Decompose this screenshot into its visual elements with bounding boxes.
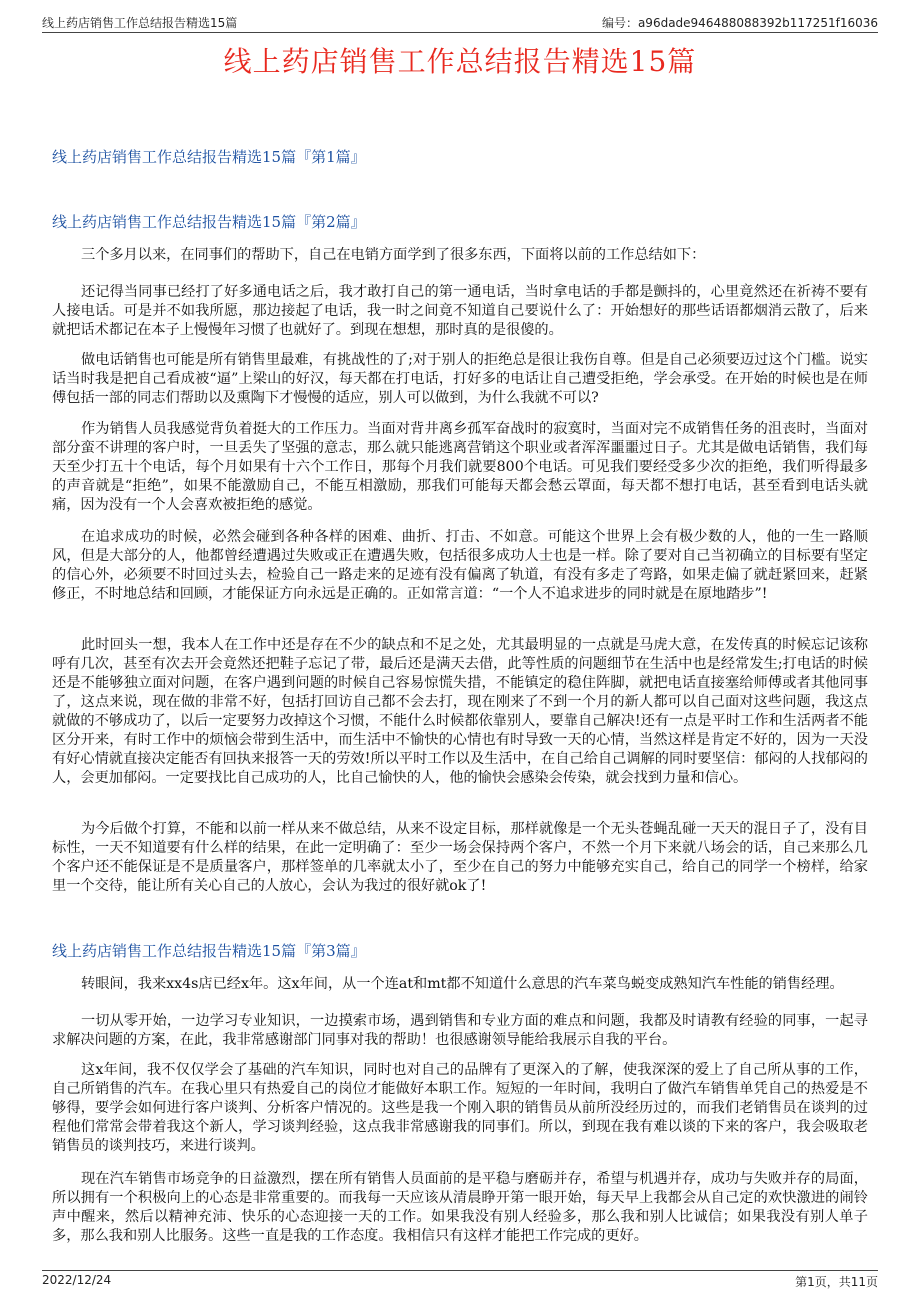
paragraph: 一切从零开始，一边学习专业知识，一边摸索市场，遇到销售和专业方面的难点和问题，我都及时请教有经验的同事，一起寻求解决问题的方案，在此，我非常感谢部门同事对我的帮助！也很感谢领导能给我展示自我的平台。: [52, 1013, 868, 1048]
paragraph: 为今后做个打算，不能和以前一样从来不做总结，从来不设定目标，那样就像是一个无头苍蝇乱碰一天天的混日子了，没有目标性，一天不知道要有什么样的结果，在此一定明确了：至少一场会保持两个客户，不然一个月下来就八场会的话，自己来那么几个客户还不能保证是不是质量客户，那样签单的几率就太小了，至少在自己的努力中能够充实自己，给自己的同学一个榜样，给家里一个交待，能让所有关心自己的人放心，会认为我过的很好就ok了!: [52, 821, 868, 894]
header-doc-title: 线上药店销售工作总结报告精选15篇: [42, 16, 238, 30]
page-footer: [42, 1270, 878, 1289]
footer-date: 2022/12/24: [42, 1273, 112, 1287]
paragraph: 此时回头一想，我本人在工作中还是存在不少的缺点和不足之处，尤其最明显的一点就是马虎大意，在发传真的时候忘记该称呼有几次，甚至有次去开会竟然还把鞋子忘记了带，最后还是满天去借，此等性质的问题细节在生活中也是经常发生;打电话的时候还是不能够独立面对问题，在客户遇到问题的时候自己容易惊慌失措，不能镇定的稳住阵脚，就把电话直接塞给师傅或者其他同事了，这点来说，现在做的非常不好，包括打回访自己都不会去打，现在刚来了不到一个月的新人都可以自己面对这些问题，我这点就做的不够成功了，以后一定要努力改掉这个习惯，不能什么时候都依靠别人，要靠自己解决!还有一点是平时工作和生活两者不能区分开来，有时工作中的烦恼会带到生活中，而生活中不愉快的心情也有时导致一天的心情，当然这样是肯定不好的，因为一天没有好心情就直接决定能否有回执来报答一天的劳效!所以平时工作以及生活中，在自己给自己调解的同时要坚信：郁闷的人找郁闷的人，会更加郁闷。一定要找比自己成功的人，比自己愉快的人，他的愉快会感染会传染，就会找到力量和信心。: [52, 637, 868, 786]
paragraph: 在追求成功的时候，必然会碰到各种各样的困难、曲折、打击、不如意。可能这个世界上会有极少数的人，他的一生一路顺风，但是大部分的人，他都曾经遭遇过失败或正在遭遇失败，包括很多成功人士也是一样。除了要对自己当初确立的目标要有坚定的信心外，必须要不时回过头去，检验自己一路走来的足迹有没有偏离了轨道，有没有多走了弯路，如果走偏了就赶紧回来，赶紧修正，不时地总结和回顾，才能保证方向永远是正确的。正如常言道：“一个人不追求进步的同时就是在原地踏步”!: [52, 529, 868, 602]
footer-page-info: 第1页，共11页: [795, 1275, 878, 1289]
header-doc-code: 编号：a96dade946488088392b117251f16036: [601, 16, 878, 30]
section-title-1: 线上药店销售工作总结报告精选15篇『第1篇』: [52, 148, 366, 166]
section-title-2: 线上药店销售工作总结报告精选15篇『第2篇』: [52, 213, 366, 231]
main-title: 线上药店销售工作总结报告精选15篇: [223, 45, 697, 78]
paragraph: 三个多月以来，在同事们的帮助下，自己在电销方面学到了很多东西，下面将以前的工作总结如下：: [81, 247, 706, 263]
paragraph: 还记得当同事已经打了好多通电话之后，我才敢打自己的第一通电话，当时拿电话的手都是颤抖的，心里竟然还在祈祷不要有人接电话。可是并不如我所愿，那边接起了电话，我一时之间竟不知道自己要说什么了：开始想好的那些话语都烟消云散了，后来就把话术都记在本子上慢慢年习惯了也就好了。到现在想想，那时真的是很傻的。: [52, 284, 868, 338]
page-header: [42, 12, 878, 33]
paragraph: 现在汽车销售市场竞争的日益激烈，摆在所有销售人员面前的是平稳与磨砺并存，希望与机遇并存，成功与失败并存的局面，所以拥有一个积极向上的心态是非常重要的。而我每一天应该从清晨睁开第一眼开始，每天早上我都会从自己定的欢快激进的闹铃声中醒来，然后以精神充沛、快乐的心态迎接一天的工作。如果我没有别人经验多，那么我和别人比诚信；如果我没有别人单子多，那么我和别人比服务。这些一直是我的工作态度。我相信只有这样才能把工作完成的更好。: [52, 1171, 868, 1244]
section-title-3: 线上药店销售工作总结报告精选15篇『第3篇』: [52, 942, 366, 960]
paragraph: 转眼间，我来xx4s店已经x年。这x年间，从一个连at和mt都不知道什么意思的汽车菜鸟蜕变成熟知汽车性能的销售经理。: [81, 976, 844, 992]
paragraph: 这x年间，我不仅仅学会了基础的汽车知识，同时也对自己的品牌有了更深入的了解，使我深深的爱上了自己所从事的工作，自己所销售的汽车。在我心里只有热爱自己的岗位才能做好本职工作。短短的一年时间，我明白了做汽车销售单凭自己的热爱是不够得，要学会如何进行客户谈判、分析客户情况的。这些是我一个刚入职的销售员从前所没经历过的，而我们老销售员在谈判的过程他们常常会带着我这个新人，学习谈判经验，这点我非常感谢我的同事们。所以，到现在我有难以谈的下来的客户，我会吸取老销售员的谈判技巧，来进行谈判。: [52, 1062, 868, 1154]
paragraph: 做电话销售也可能是所有销售里最难，有挑战性的了;对于别人的拒绝总是很让我伤自尊。但是自己必须要迈过这个门槛。说实话当时我是把自己看成被“逼”上梁山的好汉，每天都在打电话，打好多的电话让自己遭受拒绝，学会承受。在开始的时候也是在师傅包括一部的同志们帮助以及熏陶下才慢慢的适应，别人可以做到，为什么我就不可以?: [52, 352, 868, 406]
paragraph: 作为销售人员我感觉背负着挺大的工作压力。当面对背井离乡孤军奋战时的寂寞时，当面对完不成销售任务的沮丧时，当面对部分蛮不讲理的客户时，一旦丢失了坚强的意志，那么就只能逃离营销这个职业或者浑浑噩噩过日子。尤其是做电话销售，我们每天至少打五十个电话，每个月如果有十六个工作日，那每个月我们就要800个电话。可见我们要经受多少次的拒绝，我们听得最多的声音就是“拒绝”，如果不能激励自己，不能互相激励，那我们可能每天都会愁云罩面，每天都不想打电话，甚至看到电话头就痛，因为没有一个人会喜欢被拒绝的感觉。: [52, 421, 868, 513]
